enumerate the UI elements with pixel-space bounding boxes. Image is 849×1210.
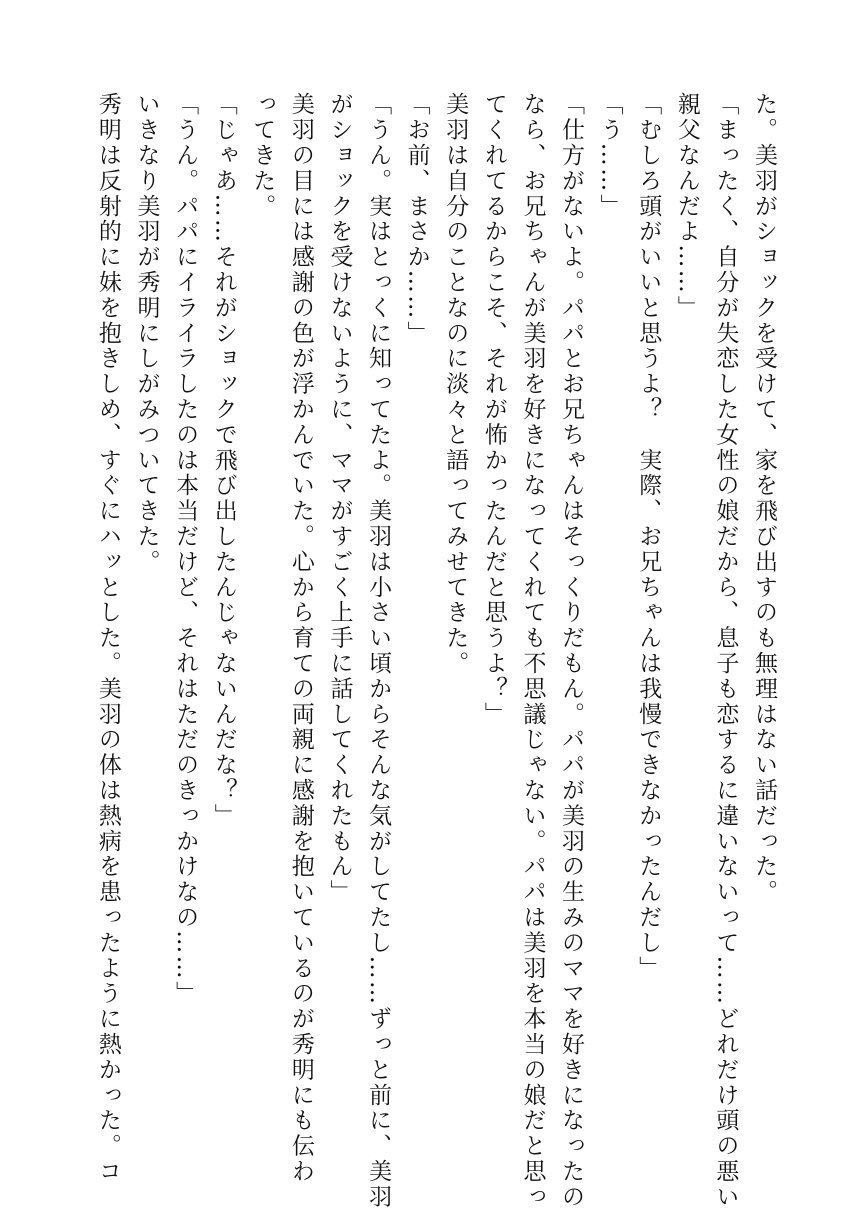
text-line: ってきた。 (249, 92, 276, 219)
text-line: てくれてるからこそ、それが怖かったんだと思うよ？」 (480, 92, 507, 727)
text-line: がショックを受けないように、ママがすごく上手に話してくれたもん」 (326, 92, 353, 905)
text-line: 「うん。パパにイライラしたのは本当だけど、それはただのきっかけなの……」 (172, 92, 199, 1007)
text-line: 「うん。実はとっくに知ってたよ。美羽は小さい頃からそんな気がしてたし……ずっと前に、美羽 (365, 92, 392, 1210)
text-line: 「う……」 (596, 92, 623, 219)
text-line: 「じゃあ……それがショックで飛び出したんじゃないんだな？」 (210, 92, 237, 829)
vertical-text-body (88, 92, 783, 1210)
text-line: 「お前、まさか……」 (403, 92, 430, 346)
text-line: いきなり美羽が秀明にしがみついてきた。 (133, 92, 160, 575)
text-line: 美羽の目には感謝の色が浮かんでいた。心から育ての両親に感謝を抱いているのが秀明にも伝わ (287, 92, 314, 1185)
text-line: た。美羽がショックを受けて、家を飛び出すのも無理はない話だった。 (751, 92, 777, 905)
text-line: 親父なんだよ……」 (673, 92, 700, 321)
text-line: 秀明は反射的に妹を抱きしめ、すぐにハッとした。美羽の体は熱病を患ったように熱かった。コ (94, 92, 121, 1185)
text-line: なら、お兄ちゃんが美羽を好きになってくれても不思議じゃない。パパは美羽を本当の娘だと思っ (519, 92, 546, 1210)
text-line: 「仕方がないよ。パパとお兄ちゃんはそっくりだもん。パパが美羽の生みのママを好きになったの (558, 92, 585, 1210)
text-line: 「むしろ頭がいいと思うよ？ 実際、お兄ちゃんは我慢できなかったんだし」 (635, 92, 662, 981)
text-line: 美羽は自分のことなのに淡々と語ってみせてきた。 (442, 92, 469, 677)
text-line: 「まったく、自分が失恋した女性の娘だから、息子も恋するに違いないって……どれだけ頭の悪い (712, 92, 739, 1210)
